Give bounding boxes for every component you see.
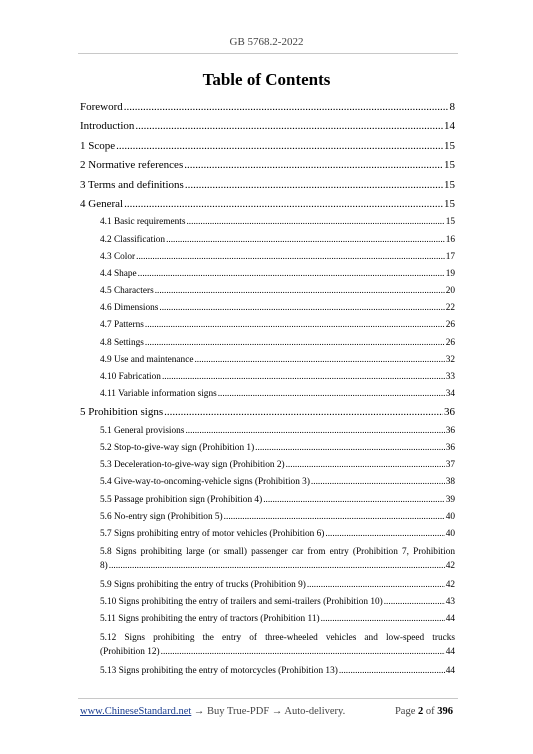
- toc-page-number: 14: [444, 120, 455, 133]
- dot-leader: [145, 335, 445, 352]
- dot-leader: [159, 300, 444, 317]
- toc-entry-title: 4.2 Classification: [100, 234, 166, 245]
- toc-page-number: 36: [445, 442, 455, 453]
- toc-entry[interactable]: [80, 266, 455, 283]
- toc-entry-title: Foreword: [80, 100, 123, 113]
- toc-entry[interactable]: [80, 440, 455, 457]
- dot-leader: [124, 98, 449, 117]
- toc-entry-title: 5.8 Signs prohibiting large (or small) passenger car from entry (Prohibition 7, Prohibition: [100, 547, 455, 558]
- dot-leader: [124, 195, 443, 214]
- dot-leader: [255, 440, 445, 457]
- toc-page-number: 8: [449, 100, 455, 113]
- toc-entry[interactable]: [80, 300, 455, 317]
- page-current: 2: [418, 706, 424, 717]
- toc-entry[interactable]: [80, 611, 455, 628]
- toc-entry-title: Introduction: [80, 120, 135, 133]
- site-link[interactable]: www.ChineseStandard.net: [80, 706, 192, 717]
- toc-entry-title: 4.4 Shape: [100, 268, 137, 279]
- dot-leader: [166, 232, 445, 249]
- dot-leader: [321, 611, 445, 628]
- dot-leader: [286, 457, 445, 474]
- toc-page-number: 36: [444, 406, 455, 419]
- toc-entry-title: 4 General: [80, 197, 124, 210]
- toc-page-number: 44: [445, 646, 455, 657]
- toc-entry[interactable]: [80, 117, 455, 136]
- toc-page-number: 38: [445, 477, 455, 488]
- toc-page-number: 20: [445, 286, 455, 297]
- toc-page-number: 44: [445, 614, 455, 625]
- toc-entry-title: 4.1 Basic requirements: [100, 217, 186, 228]
- toc-entry[interactable]: [80, 474, 455, 491]
- dot-leader: [339, 663, 445, 680]
- toc-page-number: 37: [445, 460, 455, 471]
- toc-entry-title: 4.5 Characters: [100, 286, 154, 297]
- toc-entry-title: 3 Terms and definitions: [80, 178, 184, 191]
- toc-entry-title: 4.9 Use and maintenance: [100, 354, 194, 365]
- page-prefix: Page: [394, 706, 418, 717]
- toc-entry-title: 5.13 Signs prohibiting the entry of motorcycles (Prohibition 13): [100, 665, 338, 676]
- toc-entry-title: 5.10 Signs prohibiting the entry of trailers and semi-trailers (Prohibition 10): [100, 597, 383, 608]
- dot-leader: [109, 559, 445, 573]
- toc-entry[interactable]: [80, 663, 455, 680]
- dot-leader: [136, 249, 445, 266]
- toc-entry-title: 5.12 Signs prohibiting the entry of three-wheeled vehicles and low-speed trucks: [100, 632, 455, 643]
- toc-entry-title-continued: (Prohibition 12): [100, 646, 160, 657]
- dot-leader: [164, 403, 443, 422]
- dot-leader: [263, 492, 445, 509]
- footer-divider: [78, 698, 458, 699]
- toc-entry[interactable]: [80, 335, 455, 352]
- toc-entry[interactable]: [80, 137, 455, 156]
- dot-leader: [186, 214, 444, 231]
- toc-page-number: 36: [445, 425, 455, 436]
- toc-entry[interactable]: [80, 386, 455, 403]
- toc-entry[interactable]: [80, 577, 455, 594]
- dot-leader: [325, 526, 444, 543]
- toc-entry[interactable]: [80, 176, 455, 195]
- dot-leader: [218, 386, 445, 403]
- toc-entry-title: 4.6 Dimensions: [100, 303, 159, 314]
- toc-page-number: 15: [444, 159, 455, 172]
- page-indicator: [395, 706, 453, 717]
- toc-page-number: 17: [445, 251, 455, 262]
- toc-entry[interactable]: [80, 492, 455, 509]
- toc-entry[interactable]: [80, 214, 455, 231]
- dot-leader: [161, 645, 445, 659]
- toc-entry[interactable]: [80, 423, 455, 440]
- toc-page-number: 34: [445, 389, 455, 400]
- header-divider: [78, 53, 458, 54]
- toc-page-number: 15: [444, 197, 455, 210]
- toc-entry-title: 5.7 Signs prohibiting entry of motor vehicles (Prohibition 6): [100, 528, 325, 539]
- toc-entry[interactable]: [80, 195, 455, 214]
- dot-leader: [155, 283, 445, 300]
- toc-page-number: 40: [445, 528, 455, 539]
- page-title: Table of Contents: [202, 70, 331, 89]
- dot-leader: [384, 594, 445, 611]
- toc-page-number: 39: [445, 494, 455, 505]
- toc-entry[interactable]: [80, 403, 455, 422]
- page-total: 396: [437, 706, 453, 717]
- footer-tagline: → Buy True-PDF → Auto-delivery.: [191, 706, 346, 717]
- toc-entry[interactable]: [80, 546, 455, 577]
- toc-entry-title: 4.7 Patterns: [100, 320, 144, 331]
- toc-entry-title: 5.1 General provisions: [100, 425, 185, 436]
- toc-page-number: 26: [445, 337, 455, 348]
- toc-entry-title: 5 Prohibition signs: [80, 406, 164, 419]
- toc-entry[interactable]: [80, 369, 455, 386]
- dot-leader: [145, 317, 445, 334]
- toc-entry-title: 4.10 Fabrication: [100, 372, 161, 383]
- toc-entry[interactable]: [80, 509, 455, 526]
- toc-page-number: 40: [445, 511, 455, 522]
- toc-entry-title: 4.3 Color: [100, 251, 136, 262]
- toc-page-number: 42: [445, 561, 455, 572]
- toc-page-number: 22: [445, 303, 455, 314]
- toc-entry-title: 1 Scope: [80, 139, 116, 152]
- toc-entry-title: 5.3 Deceleration-to-give-way sign (Prohibition 2): [100, 460, 285, 471]
- toc-entry[interactable]: [80, 317, 455, 334]
- toc-entry[interactable]: [80, 156, 455, 175]
- toc-entry-title-continued: 8): [100, 561, 108, 572]
- dot-leader: [185, 176, 443, 195]
- toc-entry-title: 5.5 Passage prohibition sign (Prohibition 4): [100, 494, 263, 505]
- dot-leader: [135, 117, 443, 136]
- toc-entry[interactable]: [80, 249, 455, 266]
- dot-leader: [138, 266, 445, 283]
- toc-page-number: 33: [445, 372, 455, 383]
- toc-entry[interactable]: [80, 594, 455, 611]
- toc-page-number: 19: [445, 268, 455, 279]
- toc-entry[interactable]: [80, 457, 455, 474]
- dot-leader: [184, 156, 443, 175]
- dot-leader: [116, 137, 443, 156]
- toc-entry-title: 5.4 Give-way-to-oncoming-vehicle signs (Prohibition 3): [100, 477, 310, 488]
- toc-page-number: 44: [445, 665, 455, 676]
- dot-leader: [185, 423, 444, 440]
- toc-page-number: 42: [445, 580, 455, 591]
- toc-entry-title: 5.2 Stop-to-give-way sign (Prohibition 1): [100, 442, 255, 453]
- footer-promo: [80, 706, 345, 717]
- toc-entry-title: 5.11 Signs prohibiting the entry of tractors (Prohibition 11): [100, 614, 320, 625]
- toc-entry-title: 5.9 Signs prohibiting the entry of trucks (Prohibition 9): [100, 580, 306, 591]
- toc-page-number: 16: [445, 234, 455, 245]
- toc-page-number: 15: [444, 139, 455, 152]
- dot-leader: [307, 577, 445, 594]
- dot-leader: [162, 369, 445, 386]
- toc-entry[interactable]: [80, 98, 455, 117]
- toc-entry-title: 2 Normative references: [80, 159, 184, 172]
- document-header: GB 5768.2-2022: [229, 36, 304, 48]
- dot-leader: [194, 352, 444, 369]
- page-of: of: [423, 706, 438, 717]
- toc-page-number: 26: [445, 320, 455, 331]
- toc-page-number: 32: [445, 354, 455, 365]
- dot-leader: [311, 474, 445, 491]
- toc-page-number: 43: [445, 597, 455, 608]
- toc-page-number: 15: [444, 178, 455, 191]
- table-of-contents: [80, 98, 455, 680]
- toc-entry[interactable]: [80, 632, 455, 663]
- toc-entry-title: 5.6 No-entry sign (Prohibition 5): [100, 511, 223, 522]
- toc-entry[interactable]: [80, 526, 455, 543]
- toc-page-number: 15: [445, 217, 455, 228]
- toc-entry[interactable]: [80, 352, 455, 369]
- toc-entry[interactable]: [80, 232, 455, 249]
- toc-entry[interactable]: [80, 283, 455, 300]
- toc-entry-title: 4.11 Variable information signs: [100, 389, 217, 400]
- toc-entry-title: 4.8 Settings: [100, 337, 144, 348]
- dot-leader: [224, 509, 445, 526]
